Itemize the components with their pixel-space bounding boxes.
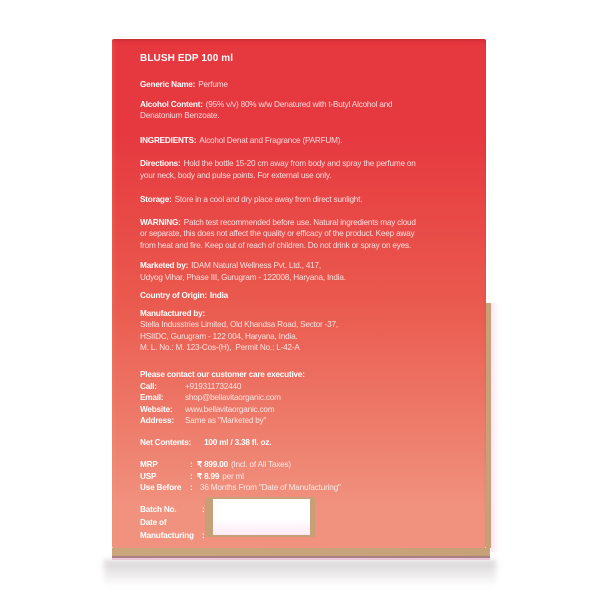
batch-sticker-blank	[213, 499, 310, 535]
directions-line2: your neck, body and pulse points. For external use only.	[140, 170, 332, 180]
ground-shadow	[104, 560, 496, 586]
usp-label: USP	[140, 471, 157, 481]
box-edge-highlight-right	[491, 303, 499, 552]
alcohol-content-line2: Denatonium Benzoate.	[140, 111, 220, 120]
customer-care-block	[140, 368, 468, 427]
contact-row-address	[140, 415, 468, 427]
pricing-block	[140, 459, 468, 494]
manufactured-by-block	[140, 308, 468, 354]
mrp-label: MRP	[140, 460, 158, 469]
manufactured-by-line3: M. L. No.: M. 123-Cos-(H), Permit No.: L-42-A	[140, 343, 300, 352]
website-label: Website:	[140, 404, 173, 414]
warning-label: WARNING:	[140, 217, 181, 227]
product-title: BLUSH EDP 100 ml	[140, 53, 234, 64]
country-of-origin-value: India	[209, 291, 229, 300]
mrp-price: ₹ 899.00	[197, 460, 228, 469]
directions-block	[140, 158, 468, 181]
mrp-row	[140, 459, 468, 471]
storage-value: Store in a cool and dry place away from direct sunlight.	[174, 195, 363, 204]
box-cardboard-edge-bottom	[112, 548, 490, 556]
ingredients-value: Alcohol Denat and Fragrance (PARFUM).	[199, 135, 343, 145]
ingredients-label: INGREDIENTS:	[140, 135, 197, 145]
alcohol-content-block	[140, 99, 468, 122]
batch-no-label: Batch No.	[140, 504, 177, 514]
contact-row-website	[140, 404, 468, 416]
warning-block	[140, 217, 468, 252]
email-label: Email:	[140, 393, 164, 402]
mrp-note: (Incl. of All Taxes)	[230, 460, 291, 469]
generic-name-value: Perfume	[198, 80, 228, 89]
use-before-value: 36 Months From "Date of Manufacturing"	[200, 483, 341, 492]
country-of-origin-row	[140, 290, 468, 302]
marketed-by-label: Marketed by:	[140, 261, 189, 270]
net-contents-row	[140, 437, 468, 449]
label-content	[112, 39, 486, 548]
batch-no-colon: :	[202, 504, 205, 514]
call-label: Call:	[140, 381, 157, 391]
contact-row-email	[140, 392, 468, 404]
contact-row-call	[140, 381, 468, 393]
warning-line2: or separate, this does not affect the quality or efficacy of the product. Keep away	[140, 229, 415, 238]
manufacturing-colon: :	[202, 530, 205, 540]
date-of-label: Date of	[140, 517, 167, 527]
mrp-colon: :	[190, 460, 193, 469]
warning-line1: Patch test recommended before use. Natural ingredients may cloud	[183, 217, 416, 227]
directions-line1: Hold the bottle 15-20 cm away from body and spray the perfume on	[183, 159, 416, 168]
alcohol-content-label: Alcohol Content:	[140, 99, 203, 109]
storage-row	[140, 194, 468, 206]
website-value: www.bellavitaorganic.com	[185, 404, 275, 414]
batch-section	[140, 503, 468, 542]
manufactured-by-line1: Stella Indusstries Limited, Old Khandsa Road, Sector -37,	[140, 320, 338, 329]
manufactured-by-line2: HSIIDC, Gurugram - 122 004, Haryana, India.	[140, 331, 298, 341]
call-value: +919311732440	[185, 381, 242, 391]
storage-label: Storage:	[140, 195, 172, 204]
email-value: shop@bellavitaorganic.com	[185, 393, 281, 402]
ingredients-row	[140, 135, 468, 147]
net-contents-value: 100 ml / 3.38 fl. oz.	[204, 437, 272, 447]
perfume-box-back	[112, 39, 486, 548]
marketed-by-block	[140, 260, 468, 283]
generic-name-row	[140, 79, 468, 91]
directions-label: Directions:	[140, 159, 181, 168]
usp-colon: :	[190, 471, 193, 481]
country-of-origin-label: Country of Origin:	[140, 291, 207, 300]
address-value: Same as "Marketed by"	[185, 416, 267, 425]
marketed-by-line1: IDAM Natural Wellness Pvt. Ltd., 417,	[191, 261, 321, 270]
alcohol-content-line1: (95% v/v) 80% w/w Denatured with t-Butyl Alcohol and	[205, 99, 393, 109]
warning-line3: from heat and fire. Keep out of reach of children. Do not drink or spray on eyes.	[140, 240, 411, 250]
use-before-label: Use Before	[140, 483, 182, 492]
usp-note: per ml	[222, 471, 244, 481]
net-contents-label: Net Contents:	[140, 437, 192, 447]
usp-price: ₹ 8.99	[197, 471, 220, 481]
batch-sticker	[205, 497, 315, 537]
manufactured-by-label: Manufactured by:	[140, 308, 206, 318]
customer-care-heading: Please contact our customer care executive:	[140, 369, 305, 379]
address-label: Address:	[140, 416, 174, 425]
manufacturing-label: Manufacturing	[140, 530, 194, 540]
generic-name-label: Generic Name:	[140, 80, 196, 89]
use-before-colon: :	[190, 483, 193, 492]
marketed-by-line2: Udyog Vihar, Phase III, Gurugram - 122008, Haryana, India.	[140, 272, 346, 282]
usp-row	[140, 471, 468, 483]
use-before-row	[140, 482, 468, 494]
